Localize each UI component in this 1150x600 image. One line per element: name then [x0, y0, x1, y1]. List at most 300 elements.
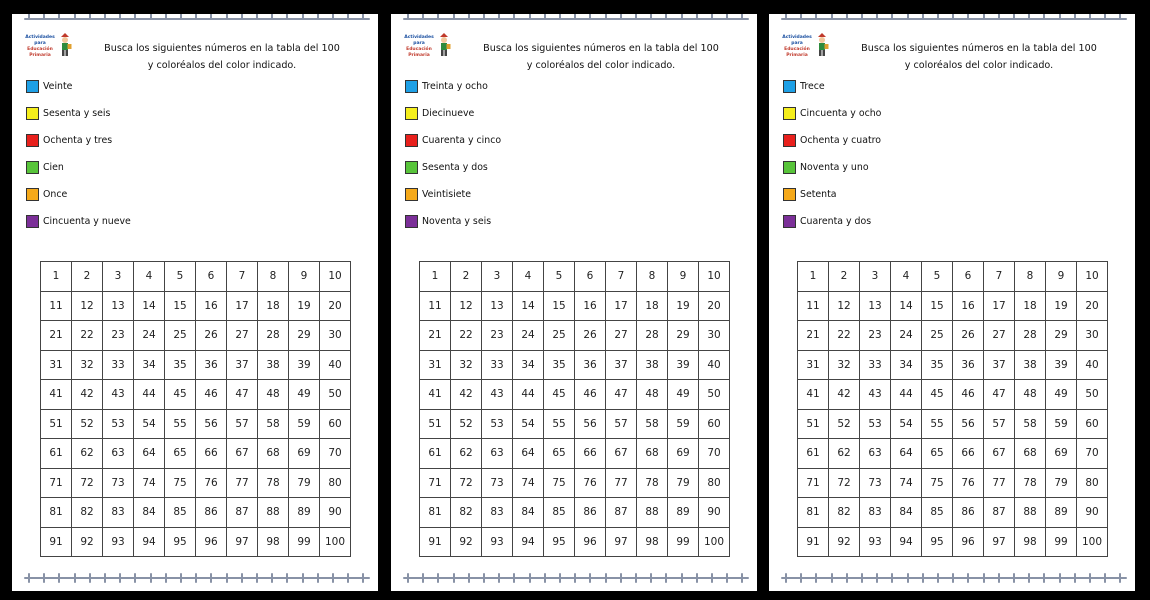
number-cell: 69 — [668, 439, 699, 469]
binding-ring — [544, 573, 546, 583]
number-cell: 18 — [1015, 291, 1046, 321]
binding-ring — [453, 573, 455, 583]
binding-ring — [1104, 14, 1106, 19]
number-cell: 25 — [922, 321, 953, 351]
number-cell: 66 — [196, 439, 227, 469]
number-cell: 14 — [513, 291, 544, 321]
binding-ring — [119, 14, 121, 19]
number-cell: 39 — [668, 350, 699, 380]
number-cell: 21 — [420, 321, 451, 351]
number-cell: 100 — [699, 527, 730, 557]
binding-ring — [831, 573, 833, 583]
number-cell: 56 — [953, 409, 984, 439]
instruction-line-2: y coloréalos del color indicado. — [526, 60, 676, 71]
binding-ring — [1089, 573, 1091, 583]
binding-ring — [937, 573, 939, 583]
number-cell: 16 — [196, 291, 227, 321]
number-cell: 41 — [41, 380, 72, 410]
chart-row — [420, 380, 730, 410]
number-cell: 28 — [1015, 321, 1046, 351]
number-cell: 1 — [420, 262, 451, 292]
number-cell: 34 — [134, 350, 165, 380]
number-cell: 64 — [513, 439, 544, 469]
bottom-binding-rings — [403, 573, 749, 583]
number-cell: 94 — [891, 527, 922, 557]
number-cell: 99 — [289, 527, 320, 557]
binding-ring — [498, 14, 500, 19]
number-cell: 61 — [420, 439, 451, 469]
number-cell: 72 — [451, 468, 482, 498]
binding-ring — [28, 14, 30, 19]
number-cell: 67 — [227, 439, 258, 469]
number-cell: 98 — [258, 527, 289, 557]
number-cell: 12 — [451, 291, 482, 321]
number-cell: 88 — [637, 498, 668, 528]
chart-row — [798, 380, 1108, 410]
number-cell: 25 — [544, 321, 575, 351]
binding-ring — [846, 14, 848, 19]
number-cell: 69 — [1046, 439, 1077, 469]
binding-ring — [1028, 573, 1030, 583]
number-cell: 70 — [699, 439, 730, 469]
number-cell: 8 — [637, 262, 668, 292]
binding-ring — [544, 14, 546, 19]
number-cell: 72 — [72, 468, 103, 498]
binding-ring — [165, 573, 167, 583]
chart-row — [41, 409, 351, 439]
color-swatch — [783, 215, 796, 228]
number-cell: 44 — [891, 380, 922, 410]
logo-line-1: Actividades — [782, 35, 812, 40]
worksheet-page — [391, 14, 757, 591]
number-cell: 7 — [984, 262, 1015, 292]
number-cell: 37 — [984, 350, 1015, 380]
number-cell: 81 — [41, 498, 72, 528]
color-swatch — [783, 80, 796, 93]
number-cell: 40 — [320, 350, 351, 380]
binding-ring — [498, 573, 500, 583]
number-cell: 31 — [41, 350, 72, 380]
binding-ring — [1028, 14, 1030, 19]
number-cell: 53 — [103, 409, 134, 439]
binding-ring — [347, 573, 349, 583]
binding-ring — [800, 14, 802, 19]
legend-label: Cincuenta y nueve — [43, 216, 131, 227]
binding-ring — [952, 573, 954, 583]
number-cell: 43 — [103, 380, 134, 410]
binding-ring — [43, 14, 45, 19]
number-cell: 57 — [606, 409, 637, 439]
binding-ring — [165, 14, 167, 19]
binding-ring — [271, 573, 273, 583]
chart-row — [798, 498, 1108, 528]
number-cell: 92 — [72, 527, 103, 557]
binding-ring — [1059, 573, 1061, 583]
chart-row — [420, 527, 730, 557]
binding-ring — [1074, 573, 1076, 583]
number-cell: 29 — [289, 321, 320, 351]
chart-row — [41, 527, 351, 557]
number-cell: 34 — [891, 350, 922, 380]
legend-label: Cuarenta y dos — [800, 216, 872, 227]
binding-ring — [681, 573, 683, 583]
number-cell: 96 — [196, 527, 227, 557]
chart-row — [798, 468, 1108, 498]
number-cell: 79 — [1046, 468, 1077, 498]
binding-ring — [605, 573, 607, 583]
binding-ring — [1074, 14, 1076, 19]
number-cell: 21 — [41, 321, 72, 351]
number-cell: 93 — [860, 527, 891, 557]
hundred-chart — [797, 261, 1108, 557]
number-cell: 59 — [289, 409, 320, 439]
number-cell: 89 — [668, 498, 699, 528]
number-cell: 38 — [258, 350, 289, 380]
binding-ring — [317, 14, 319, 19]
color-swatch — [26, 161, 39, 174]
number-cell: 23 — [103, 321, 134, 351]
number-cell: 11 — [41, 291, 72, 321]
binding-ring — [407, 14, 409, 19]
number-cell: 6 — [196, 262, 227, 292]
number-cell: 44 — [134, 380, 165, 410]
hundred-chart — [40, 261, 351, 557]
binding-ring — [983, 14, 985, 19]
number-cell: 74 — [134, 468, 165, 498]
top-binding-rings — [781, 14, 1127, 24]
number-cell: 78 — [1015, 468, 1046, 498]
number-cell: 77 — [606, 468, 637, 498]
number-cell: 61 — [798, 439, 829, 469]
number-cell: 42 — [451, 380, 482, 410]
binding-ring — [711, 14, 713, 19]
binding-ring — [800, 573, 802, 583]
number-cell: 100 — [320, 527, 351, 557]
number-cell: 74 — [891, 468, 922, 498]
number-cell: 85 — [165, 498, 196, 528]
number-cell: 92 — [829, 527, 860, 557]
number-cell: 27 — [227, 321, 258, 351]
number-cell: 33 — [482, 350, 513, 380]
binding-ring — [605, 14, 607, 19]
binding-ring — [422, 14, 424, 19]
binding-ring — [831, 14, 833, 19]
number-cell: 23 — [860, 321, 891, 351]
number-cell: 38 — [637, 350, 668, 380]
binding-ring — [28, 573, 30, 583]
binding-ring — [529, 14, 531, 19]
number-cell: 81 — [798, 498, 829, 528]
number-cell: 68 — [258, 439, 289, 469]
color-swatch — [405, 107, 418, 120]
binding-ring — [1059, 14, 1061, 19]
number-cell: 87 — [227, 498, 258, 528]
chart-row — [420, 409, 730, 439]
number-cell: 36 — [196, 350, 227, 380]
chart-row — [420, 468, 730, 498]
binding-ring — [726, 573, 728, 583]
binding-ring — [574, 14, 576, 19]
number-cell: 15 — [165, 291, 196, 321]
number-cell: 70 — [1077, 439, 1108, 469]
number-cell: 52 — [451, 409, 482, 439]
number-cell: 75 — [165, 468, 196, 498]
number-cell: 6 — [953, 262, 984, 292]
number-cell: 28 — [258, 321, 289, 351]
number-cell: 62 — [829, 439, 860, 469]
number-cell: 23 — [482, 321, 513, 351]
binding-ring — [711, 573, 713, 583]
number-cell: 13 — [103, 291, 134, 321]
binding-ring — [559, 14, 561, 19]
binding-ring — [74, 573, 76, 583]
number-cell: 15 — [544, 291, 575, 321]
site-logo — [399, 32, 451, 58]
binding-ring — [998, 573, 1000, 583]
number-cell: 30 — [699, 321, 730, 351]
top-binding-rings — [403, 14, 749, 24]
chart-row — [41, 262, 351, 292]
number-cell: 41 — [420, 380, 451, 410]
color-swatch — [783, 161, 796, 174]
chart-row — [798, 291, 1108, 321]
number-cell: 83 — [482, 498, 513, 528]
legend-label: Treinta y ocho — [422, 81, 488, 92]
number-cell: 86 — [953, 498, 984, 528]
number-cell: 35 — [165, 350, 196, 380]
binding-ring — [483, 573, 485, 583]
number-cell: 17 — [606, 291, 637, 321]
binding-ring — [876, 573, 878, 583]
logo-text — [399, 35, 439, 59]
number-cell: 19 — [289, 291, 320, 321]
number-cell: 6 — [575, 262, 606, 292]
number-cell: 71 — [41, 468, 72, 498]
number-cell: 52 — [829, 409, 860, 439]
number-cell: 90 — [320, 498, 351, 528]
logo-text — [20, 35, 60, 59]
color-swatch — [26, 107, 39, 120]
number-cell: 76 — [953, 468, 984, 498]
number-cell: 96 — [575, 527, 606, 557]
binding-ring — [226, 573, 228, 583]
binding-ring — [861, 573, 863, 583]
color-swatch — [405, 80, 418, 93]
number-cell: 63 — [482, 439, 513, 469]
number-cell: 74 — [513, 468, 544, 498]
child-figure-icon — [815, 32, 829, 58]
number-cell: 75 — [922, 468, 953, 498]
number-cell: 9 — [668, 262, 699, 292]
instruction-line-1: Busca los siguientes números en la tabla del 100 — [104, 43, 340, 54]
number-cell: 24 — [891, 321, 922, 351]
number-cell: 56 — [196, 409, 227, 439]
number-cell: 44 — [513, 380, 544, 410]
logo-line-1: Actividades — [25, 35, 55, 40]
number-cell: 22 — [829, 321, 860, 351]
number-cell: 73 — [103, 468, 134, 498]
number-cell: 53 — [860, 409, 891, 439]
binding-ring — [74, 14, 76, 19]
binding-ring — [650, 14, 652, 19]
number-cell: 25 — [165, 321, 196, 351]
number-cell: 52 — [72, 409, 103, 439]
number-cell: 87 — [606, 498, 637, 528]
hundred-chart — [419, 261, 730, 557]
binding-ring — [726, 14, 728, 19]
legend-label: Once — [43, 189, 68, 200]
number-cell: 46 — [575, 380, 606, 410]
logo-text — [777, 35, 817, 59]
binding-ring — [1089, 14, 1091, 19]
number-cell: 46 — [953, 380, 984, 410]
number-cell: 20 — [699, 291, 730, 321]
binding-ring — [317, 573, 319, 583]
instruction-line-2: y coloréalos del color indicado. — [147, 60, 297, 71]
number-cell: 46 — [196, 380, 227, 410]
color-swatch — [783, 107, 796, 120]
legend-label: Noventa y seis — [422, 216, 492, 227]
bottom-binding-rings — [781, 573, 1127, 583]
number-cell: 65 — [922, 439, 953, 469]
number-cell: 82 — [829, 498, 860, 528]
number-cell: 17 — [227, 291, 258, 321]
number-cell: 29 — [1046, 321, 1077, 351]
binding-ring — [529, 573, 531, 583]
number-cell: 55 — [922, 409, 953, 439]
binding-ring — [302, 573, 304, 583]
number-cell: 1 — [41, 262, 72, 292]
chart-row — [41, 468, 351, 498]
legend-label: Sesenta y dos — [422, 162, 488, 173]
binding-ring — [422, 573, 424, 583]
number-cell: 3 — [860, 262, 891, 292]
number-cell: 76 — [575, 468, 606, 498]
number-cell: 5 — [922, 262, 953, 292]
number-cell: 47 — [606, 380, 637, 410]
number-cell: 84 — [513, 498, 544, 528]
number-cell: 36 — [953, 350, 984, 380]
number-cell: 4 — [134, 262, 165, 292]
number-cell: 95 — [544, 527, 575, 557]
number-cell: 31 — [798, 350, 829, 380]
number-cell: 30 — [320, 321, 351, 351]
number-cell: 98 — [637, 527, 668, 557]
number-cell: 97 — [984, 527, 1015, 557]
number-cell: 31 — [420, 350, 451, 380]
binding-ring — [1013, 14, 1015, 19]
number-cell: 4 — [891, 262, 922, 292]
number-cell: 90 — [1077, 498, 1108, 528]
number-cell: 66 — [953, 439, 984, 469]
number-cell: 37 — [606, 350, 637, 380]
binding-ring — [1013, 573, 1015, 583]
number-cell: 78 — [637, 468, 668, 498]
number-cell: 49 — [1046, 380, 1077, 410]
number-cell: 96 — [953, 527, 984, 557]
number-cell: 22 — [72, 321, 103, 351]
binding-ring — [574, 573, 576, 583]
number-cell: 89 — [289, 498, 320, 528]
color-swatch — [783, 134, 796, 147]
legend-label: Ochenta y tres — [43, 135, 113, 146]
number-cell: 68 — [1015, 439, 1046, 469]
number-cell: 68 — [637, 439, 668, 469]
number-cell: 38 — [1015, 350, 1046, 380]
binding-ring — [256, 14, 258, 19]
logo-line-2: para — [791, 41, 803, 46]
number-cell: 30 — [1077, 321, 1108, 351]
number-cell: 39 — [1046, 350, 1077, 380]
binding-ring — [180, 14, 182, 19]
binding-ring — [983, 573, 985, 583]
number-cell: 92 — [451, 527, 482, 557]
color-swatch — [405, 161, 418, 174]
chart-row — [420, 498, 730, 528]
number-cell: 79 — [668, 468, 699, 498]
number-cell: 18 — [258, 291, 289, 321]
legend-label: Cien — [43, 162, 64, 173]
color-swatch — [783, 188, 796, 201]
number-cell: 16 — [953, 291, 984, 321]
number-cell: 85 — [544, 498, 575, 528]
number-cell: 19 — [668, 291, 699, 321]
number-cell: 76 — [196, 468, 227, 498]
color-swatch — [26, 80, 39, 93]
number-cell: 65 — [165, 439, 196, 469]
site-logo — [20, 32, 72, 58]
chart-row — [798, 527, 1108, 557]
number-cell: 80 — [1077, 468, 1108, 498]
chart-row — [420, 350, 730, 380]
number-cell: 7 — [606, 262, 637, 292]
number-cell: 27 — [984, 321, 1015, 351]
chart-row — [420, 262, 730, 292]
number-cell: 10 — [320, 262, 351, 292]
binding-ring — [195, 573, 197, 583]
binding-ring — [226, 14, 228, 19]
number-cell: 32 — [451, 350, 482, 380]
instruction-text — [451, 40, 751, 74]
number-cell: 14 — [134, 291, 165, 321]
legend-label: Setenta — [800, 189, 837, 200]
chart-row — [41, 439, 351, 469]
number-cell: 93 — [103, 527, 134, 557]
number-cell: 47 — [984, 380, 1015, 410]
number-cell: 77 — [227, 468, 258, 498]
legend-label: Noventa y uno — [800, 162, 869, 173]
legend-label: Sesenta y seis — [43, 108, 111, 119]
number-cell: 5 — [544, 262, 575, 292]
number-cell: 98 — [1015, 527, 1046, 557]
number-cell: 64 — [891, 439, 922, 469]
chart-row — [41, 380, 351, 410]
number-cell: 26 — [953, 321, 984, 351]
number-cell: 62 — [72, 439, 103, 469]
binding-ring — [907, 573, 909, 583]
number-cell: 58 — [258, 409, 289, 439]
binding-ring — [241, 573, 243, 583]
number-cell: 43 — [482, 380, 513, 410]
number-cell: 81 — [420, 498, 451, 528]
number-cell: 37 — [227, 350, 258, 380]
number-cell: 2 — [72, 262, 103, 292]
number-cell: 97 — [227, 527, 258, 557]
binding-ring — [1104, 573, 1106, 583]
binding-ring — [195, 14, 197, 19]
binding-ring — [861, 14, 863, 19]
chart-row — [41, 291, 351, 321]
